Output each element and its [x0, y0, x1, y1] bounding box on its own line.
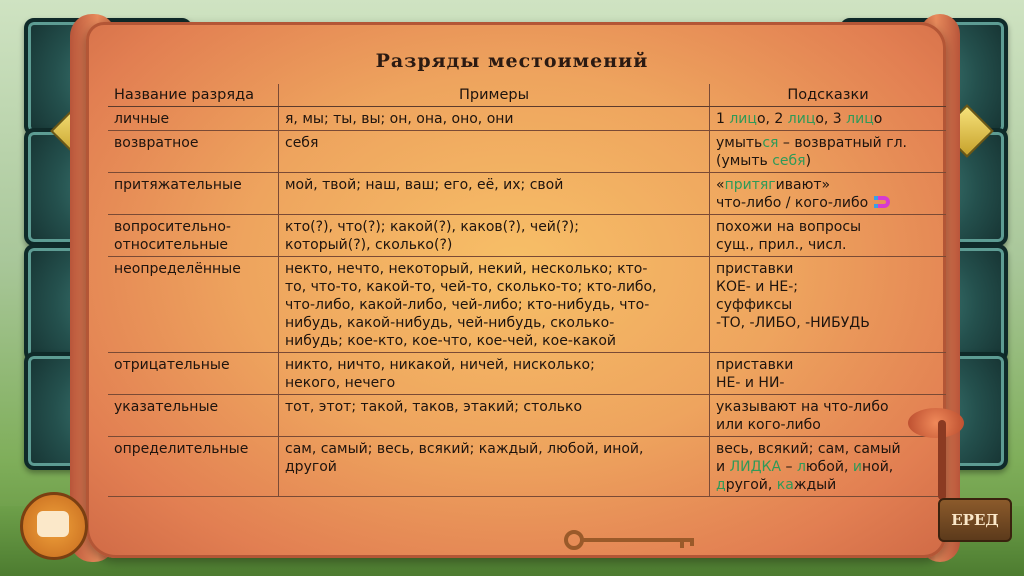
header-examples: Примеры	[279, 84, 710, 107]
menu-button[interactable]	[20, 492, 88, 560]
row-examples: кто(?), что(?); какой(?), каков(?), чей(?); который(?), сколько(?)	[279, 215, 710, 257]
row-category-name: притяжательные	[108, 173, 279, 215]
row-examples: себя	[279, 131, 710, 173]
row-category-name: личные	[108, 107, 279, 131]
row-hint: весь, всякий; сам, самый и ЛИДКА – любой, иной, другой, каждый	[710, 437, 947, 497]
row-examples: тот, этот; такой, таков, этакий; столько	[279, 395, 710, 437]
table-row	[108, 257, 946, 353]
table-row	[108, 131, 946, 173]
row-examples: мой, твой; наш, ваш; его, её, их; свой	[279, 173, 710, 215]
page-title: Разряды местоимений	[375, 50, 649, 72]
menu-icon	[37, 511, 69, 537]
table-row	[108, 215, 946, 257]
key-icon	[560, 530, 710, 550]
next-button[interactable]: ЕРЕД	[938, 498, 1012, 542]
row-hint: приставки НЕ- и НИ-	[710, 353, 947, 395]
pronoun-table	[108, 84, 946, 497]
row-examples: я, мы; ты, вы; он, она, оно, они	[279, 107, 710, 131]
table-row	[108, 353, 946, 395]
row-examples: никто, ничто, никакой, ничей, нисколько; некого, нечего	[279, 353, 710, 395]
row-hint: похожи на вопросы сущ., прил., числ.	[710, 215, 947, 257]
staff-head-icon	[908, 408, 964, 438]
row-hint: 1 лицо, 2 лицо, 3 лицо	[710, 107, 947, 131]
row-examples: некто, нечто, некоторый, некий, несколько; кто- то, что-то, какой-то, чей-то, сколько-то; кто-либо, что-либо, какой-либо, чей-либо; кто-нибудь, что- нибудь, какой-нибудь, чей-нибудь, сколько- нибудь; кое-кто, кое-что, кое-чей, кое-какой	[279, 257, 710, 353]
row-hint: умыться – возвратный гл. (умыть себя)	[710, 131, 947, 173]
row-examples: сам, самый; весь, всякий; каждый, любой, иной, другой	[279, 437, 710, 497]
header-name: Название разряда	[108, 84, 279, 107]
row-hint: «притягивают» что-либо / кого-либо	[710, 173, 947, 215]
row-category-name: неопределённые	[108, 257, 279, 353]
staff-icon	[938, 420, 946, 500]
row-hint: указывают на что-либо или кого-либо	[710, 395, 947, 437]
row-category-name: указательные	[108, 395, 279, 437]
table-row	[108, 395, 946, 437]
row-category-name: вопросительно- относительные	[108, 215, 279, 257]
table-row	[108, 173, 946, 215]
row-category-name: определительные	[108, 437, 279, 497]
table-row	[108, 107, 946, 131]
magnet-icon	[872, 194, 892, 210]
table-header-row	[108, 84, 946, 107]
header-hints: Подсказки	[710, 84, 947, 107]
row-hint: приставки КОЕ- и НЕ-; суффиксы -ТО, -ЛИБО, -НИБУДЬ	[710, 257, 947, 353]
table-row	[108, 437, 946, 497]
row-category-name: отрицательные	[108, 353, 279, 395]
row-category-name: возвратное	[108, 131, 279, 173]
